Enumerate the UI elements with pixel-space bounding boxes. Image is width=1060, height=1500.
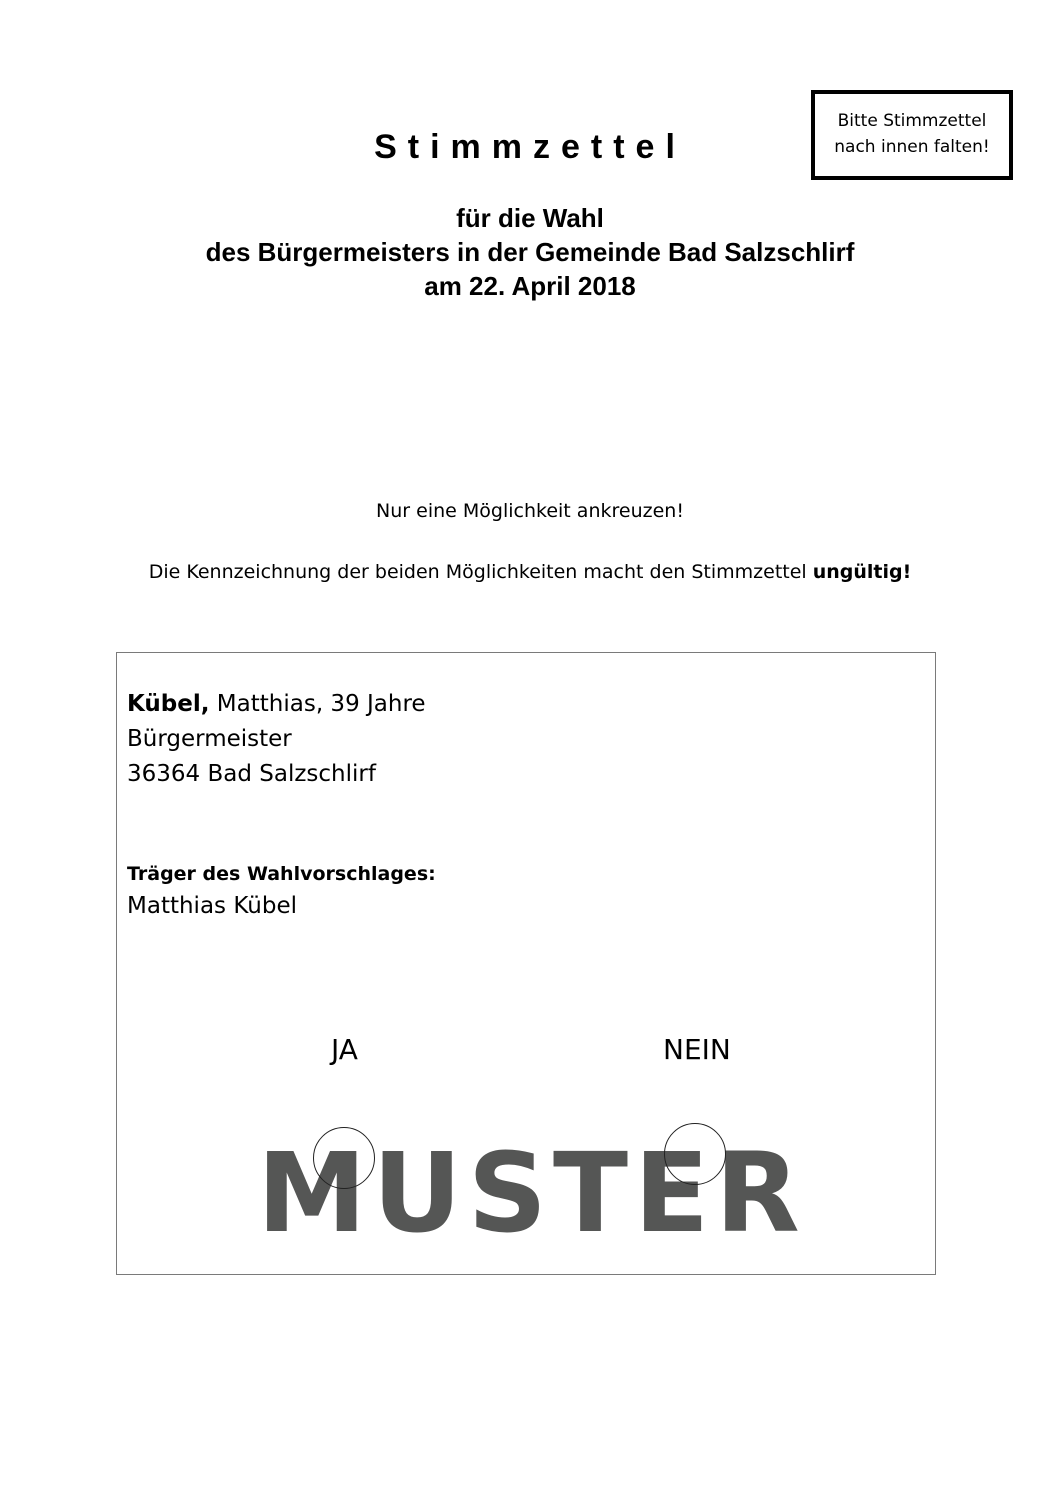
- fold-notice-line2: nach innen falten!: [834, 137, 990, 157]
- candidate-surname: Kübel,: [127, 691, 210, 717]
- option-no-label: NEIN: [663, 1033, 731, 1066]
- subtitle-line1: für die Wahl: [456, 203, 604, 233]
- vote-no-circle[interactable]: [664, 1123, 726, 1185]
- instruction-invalid-emphasis: ungültig!: [812, 561, 912, 583]
- subtitle-line2: des Bürgermeisters in der Gemeinde Bad Salzschlirf: [205, 237, 855, 267]
- instruction-one-choice: Nur eine Möglichkeit ankreuzen!: [376, 500, 684, 522]
- sponsor-name: Matthias Kübel: [127, 893, 297, 919]
- ballot-title: Stimmzettel: [374, 128, 686, 166]
- election-subtitle: [0, 201, 1060, 303]
- candidate-name-line: [127, 687, 426, 722]
- candidate-name-rest: Matthias, 39 Jahre: [209, 691, 426, 717]
- candidate-info: [127, 687, 426, 792]
- vote-yes-circle[interactable]: [313, 1127, 375, 1189]
- fold-notice-line1: Bitte Stimmzettel: [837, 111, 987, 131]
- subtitle-line3: am 22. April 2018: [424, 271, 636, 301]
- candidate-address: 36364 Bad Salzschlirf: [127, 761, 376, 787]
- instruction-invalid-text: Die Kennzeichnung der beiden Möglichkeiten macht den Stimmzettel: [148, 561, 813, 583]
- option-yes-label: JA: [331, 1033, 358, 1066]
- candidate-occupation: Bürgermeister: [127, 726, 292, 752]
- muster-watermark: MUSTER: [257, 1129, 806, 1257]
- sponsor-label: Träger des Wahlvorschlages:: [127, 863, 436, 885]
- candidate-box: [116, 652, 936, 1275]
- instruction-invalid: [0, 561, 1060, 583]
